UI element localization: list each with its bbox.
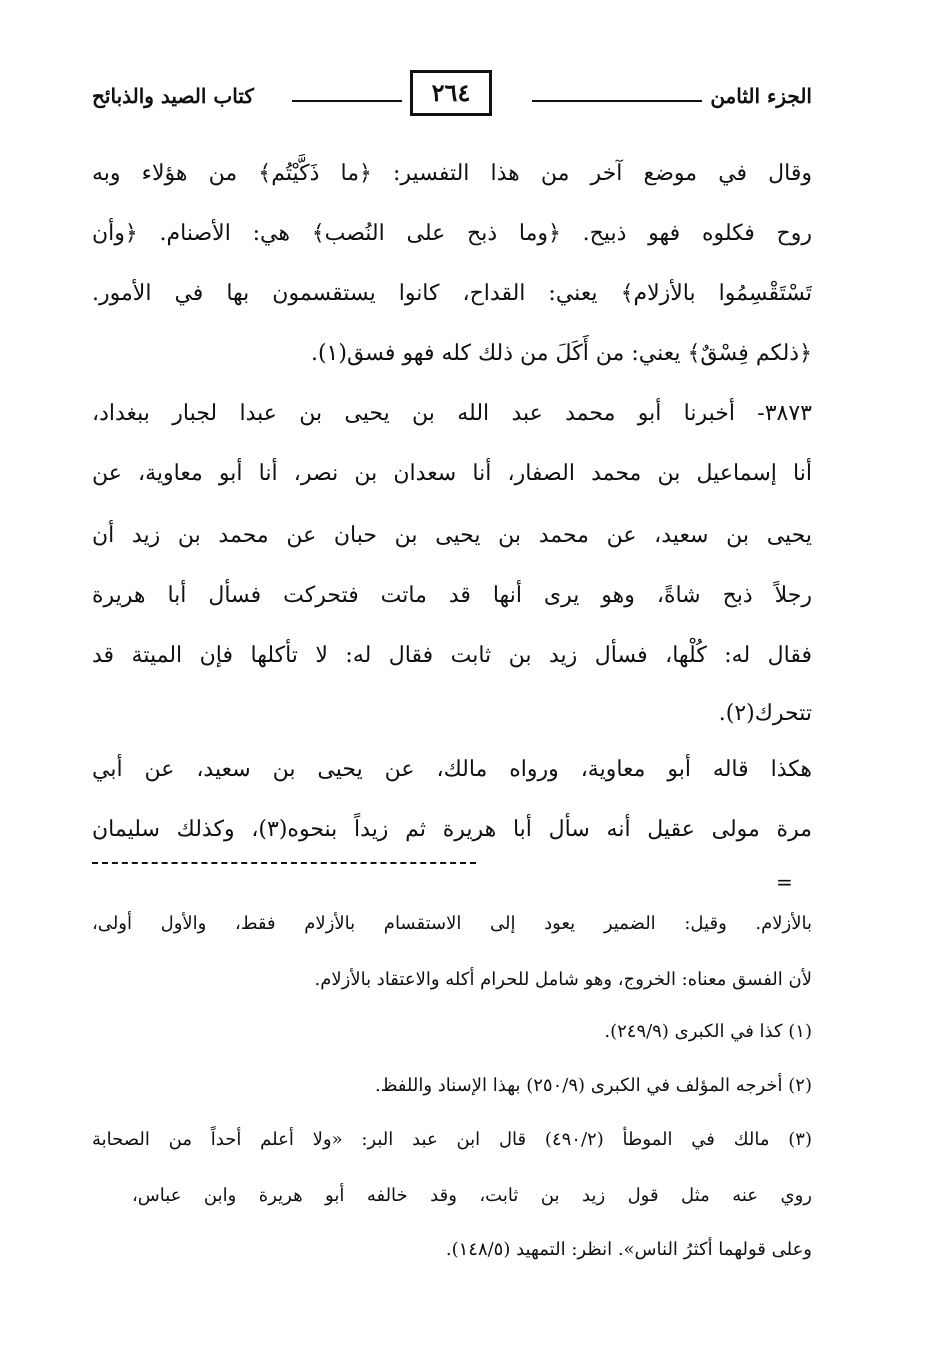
page-number: ٢٦٤ (410, 70, 492, 116)
text-line: هكذا قاله أبو معاوية، ورواه مالك، عن يحيى بن سعيد، عن أبي (92, 757, 812, 782)
text-line: يحيى بن سعيد، عن محمد بن يحيى بن حبان عن محمد بن زيد أن (92, 523, 812, 548)
footnote-line: (٣) مالك في الموطأ (٤٩٠/٢) قال ابن عبد البر: «ولا أعلم أحداً من الصحابة (92, 1129, 812, 1150)
footnote-line: (١) كذا في الكبرى (٢٤٩/٩). (604, 1021, 812, 1042)
text-line: تتحرك(٢). (718, 701, 812, 726)
text-line: روح فكلوه فهو ذبيح. ﴿وما ذبح على النُصب﴾ هي: الأصنام. ﴿وأن (92, 221, 812, 246)
text-line: أنا إسماعيل بن محمد الصفار، أنا سعدان بن نصر، أنا أبو معاوية، عن (92, 461, 812, 486)
footnote-line: بالأزلام. وقيل: الضمير يعود إلى الاستقسام بالأزلام فقط، والأول أولى، (92, 913, 812, 934)
footnote-line: (٢) أخرجه المؤلف في الكبرى (٢٥٠/٩) بهذا الإسناد واللفظ. (374, 1075, 812, 1096)
text-line: رجلاً ذبح شاةً، وهو يرى أنها قد ماتت فتحركت فسأل أبا هريرة (92, 583, 812, 608)
text-line: وقال في موضع آخر من هذا التفسير: ﴿ما ذَكَّيْتُم﴾ من هؤلاء وبه (92, 161, 812, 186)
text-line: تَسْتَقْسِمُوا بالأزلام﴾ يعني: القداح، كانوا يستقسمون بها في الأمور. (92, 281, 812, 306)
footnote-line: وعلى قولهما أكثرُ الناس». انظر: التمهيد (١٤٨/٥). (445, 1239, 812, 1260)
footnote-line: لأن الفسق معناه: الخروج، وهو شامل للحرام أكله والاعتقاد بالأزلام. (314, 969, 812, 990)
volume-label: الجزء الثامن (710, 84, 812, 108)
footnotes (92, 0, 812, 1361)
book-title: كتاب الصيد والذبائح (92, 84, 254, 108)
footnote-line: روي عنه مثل قول زيد بن ثابت، وقد خالفه أبو هريرة وابن عباس، (132, 1185, 812, 1206)
text-line: فقال له: كُلْها، فسأل زيد بن ثابت فقال له: لا تأكلها فإن الميتة قد (92, 643, 812, 668)
text-line: ﴿ذلكم فِسْقٌ﴾ يعني: من أَكَلَ من ذلك كله فهو فسق(١). (310, 341, 812, 366)
continuation-mark: = (776, 870, 793, 894)
text-line: مرة مولى عقيل أنه سأل أبا هريرة ثم زيداً بنحوه(٣)، وكذلك سليمان (92, 817, 812, 842)
text-line: ٣٨٧٣- أخبرنا أبو محمد عبد الله بن يحيى بن عبدا لجبار ببغداد، (92, 401, 812, 426)
